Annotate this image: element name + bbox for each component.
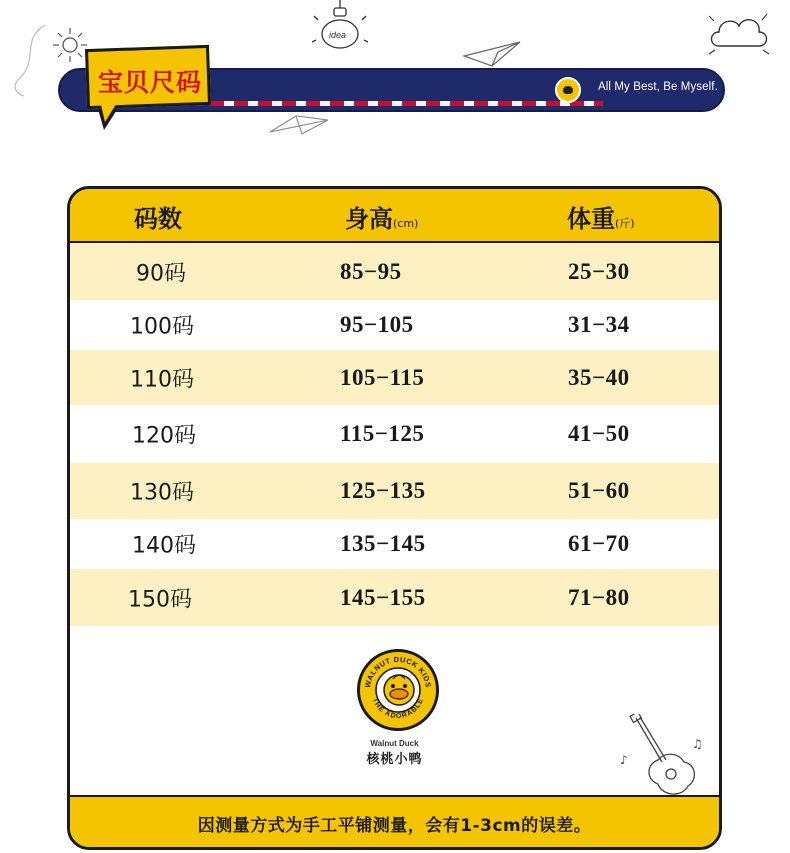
- banner-stripe: [210, 101, 603, 106]
- table-row: [70, 350, 719, 405]
- brand-name-cn: 核桃小鸭: [366, 752, 423, 767]
- table-row: [70, 300, 719, 350]
- duck-icon: [379, 670, 419, 710]
- cloud-doodle-icon: [705, 8, 773, 60]
- size-cell: 110码: [130, 367, 194, 392]
- paper-plane-small-doodle-icon: [268, 112, 330, 138]
- size-cell: 140码: [132, 533, 196, 559]
- bulb-label: idea: [329, 30, 347, 40]
- weight-cell: 71−80: [568, 584, 630, 610]
- table-row: [70, 463, 719, 519]
- brand-ring-top: WALNUT DUCK KIDS: [362, 654, 433, 689]
- brand-badge-icon: [555, 77, 581, 103]
- table-row: [70, 243, 719, 300]
- lightbulb-doodle-icon: [312, 0, 368, 56]
- column-header-height: 身高(cm): [345, 205, 419, 233]
- size-cell: 120码: [132, 423, 196, 449]
- weight-cell: 61−70: [568, 531, 630, 556]
- table-header: [70, 189, 719, 243]
- table-row: [70, 405, 719, 463]
- svg-text:♪: ♪: [620, 753, 628, 767]
- size-cell: 130码: [130, 480, 194, 506]
- page-title: 宝贝尺码: [98, 68, 203, 97]
- footer-note: 因测量方式为手工平铺测量，会有1-3cm的误差。: [197, 816, 592, 836]
- weight-cell: 41−50: [568, 421, 630, 446]
- svg-text:♫: ♫: [692, 737, 703, 751]
- size-cell: 100码: [130, 314, 194, 340]
- height-cell: 145−155: [340, 584, 426, 610]
- paper-plane-doodle-icon: [462, 38, 522, 70]
- brand-name-en: Walnut Duck: [370, 739, 419, 748]
- weight-cell: 51−60: [568, 478, 630, 503]
- table-row: [70, 569, 719, 626]
- weight-cell: 25−30: [568, 258, 630, 284]
- guitar-doodle-icon: [618, 714, 708, 804]
- height-cell: 85−95: [340, 258, 402, 284]
- brand-ring-bottom: THE ADORABLE: [370, 697, 426, 721]
- banner-slogan: All My Best, Be Myself.: [598, 81, 718, 93]
- table-row: [70, 519, 719, 569]
- weight-cell: 31−34: [568, 312, 630, 337]
- sun-doodle-icon: [50, 25, 90, 65]
- size-table-card: [67, 186, 722, 850]
- swirl-doodle-icon: [10, 20, 50, 100]
- height-cell: 105−115: [340, 364, 425, 390]
- height-cell: 115−125: [340, 421, 425, 446]
- brand-logo: [357, 649, 439, 731]
- footer-note-bar: [70, 795, 719, 847]
- weight-cell: 35−40: [568, 364, 630, 390]
- size-cell: 150码: [128, 587, 192, 612]
- column-header-weight: 体重(斤): [567, 205, 635, 233]
- height-cell: 95−105: [340, 312, 414, 337]
- height-cell: 135−145: [340, 531, 426, 556]
- size-cell: 90码: [136, 261, 186, 286]
- height-cell: 125−135: [340, 478, 426, 503]
- column-header-size: 码数: [134, 205, 182, 233]
